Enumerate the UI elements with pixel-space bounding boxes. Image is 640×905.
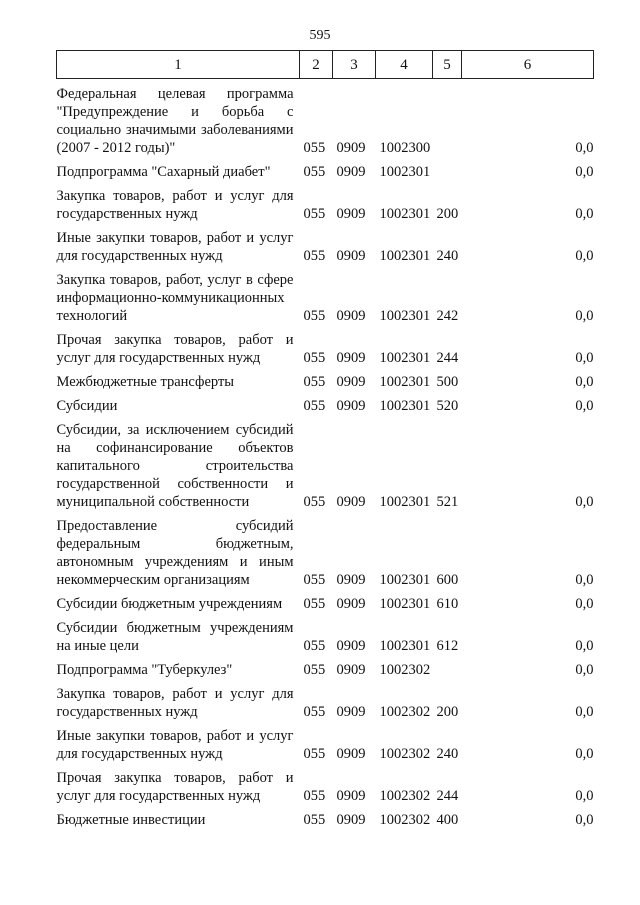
row-amount: 0,0: [575, 572, 594, 588]
row-name: Субсидии: [56, 398, 118, 414]
row-amount: 0,0: [575, 164, 594, 180]
row-section-code: 0909: [336, 350, 366, 366]
table-row: [57, 265, 594, 325]
row-amount: 0,0: [575, 788, 594, 804]
row-section-code: 0909: [336, 662, 366, 678]
table-row: [57, 325, 594, 367]
row-name: Подпрограмма "Туберкулез": [56, 662, 233, 678]
row-expense-type: 244: [436, 350, 459, 366]
row-target-code: 1002302: [379, 746, 431, 762]
table-row: [57, 511, 594, 589]
row-target-code: 1002302: [379, 788, 431, 804]
row-name: Закупка товаров, работ, услуг в сфере информационно-коммуникационных технологий: [56, 272, 294, 324]
row-target-code: 1002301: [379, 572, 431, 588]
row-name: Федеральная целевая программа "Предупреждение и борьба с социально значимыми заболеваниями (2007 - 2012 годы)": [56, 86, 294, 156]
row-target-code: 1002302: [379, 662, 431, 678]
row-amount: 0,0: [575, 140, 594, 156]
table-row: [57, 721, 594, 763]
row-ved-code: 055: [303, 206, 326, 222]
row-ved-code: 055: [303, 248, 326, 264]
row-section-code: 0909: [336, 788, 366, 804]
row-ved-code: 055: [303, 788, 326, 804]
table-row: [57, 157, 594, 181]
column-header-3: 3: [333, 51, 376, 79]
table-row: [57, 589, 594, 613]
row-target-code: 1002301: [379, 374, 431, 390]
row-target-code: 1002300: [379, 140, 431, 156]
row-name: Закупка товаров, работ и услуг для государственных нужд: [56, 686, 294, 720]
row-target-code: 1002301: [379, 494, 431, 510]
column-header-6: 6: [462, 51, 594, 79]
row-target-code: 1002301: [379, 596, 431, 612]
row-expense-type: [433, 157, 462, 181]
table-row: [57, 181, 594, 223]
row-expense-type: 612: [436, 638, 459, 654]
row-expense-type: [433, 79, 462, 158]
table-row: [57, 679, 594, 721]
row-name: Субсидии, за исключением субсидий на софинансирование объектов капитального строительства государственной собственности и муниципальной собственности: [56, 422, 294, 510]
row-ved-code: 055: [303, 704, 326, 720]
row-amount: 0,0: [575, 638, 594, 654]
row-amount: 0,0: [575, 206, 594, 222]
row-ved-code: 055: [303, 140, 326, 156]
row-ved-code: 055: [303, 812, 326, 828]
row-amount: 0,0: [575, 374, 594, 390]
row-ved-code: 055: [303, 596, 326, 612]
row-section-code: 0909: [336, 164, 366, 180]
row-target-code: 1002301: [379, 398, 431, 414]
table-row: [57, 655, 594, 679]
row-section-code: 0909: [336, 572, 366, 588]
row-target-code: 1002301: [379, 308, 431, 324]
row-target-code: 1002301: [379, 248, 431, 264]
row-expense-type: 240: [436, 746, 459, 762]
table-row: [57, 613, 594, 655]
table-row: [57, 391, 594, 415]
row-amount: 0,0: [575, 398, 594, 414]
row-expense-type: 400: [436, 812, 459, 828]
row-name: Субсидии бюджетным учреждениям на иные цели: [56, 620, 294, 654]
row-section-code: 0909: [336, 308, 366, 324]
row-section-code: 0909: [336, 812, 366, 828]
row-amount: 0,0: [575, 350, 594, 366]
row-name: Прочая закупка товаров, работ и услуг для государственных нужд: [56, 332, 294, 366]
table-row: [57, 223, 594, 265]
row-amount: 0,0: [575, 308, 594, 324]
row-name: Субсидии бюджетным учреждениям: [56, 596, 283, 612]
row-target-code: 1002302: [379, 704, 431, 720]
row-section-code: 0909: [336, 374, 366, 390]
row-amount: 0,0: [575, 248, 594, 264]
row-ved-code: 055: [303, 746, 326, 762]
row-ved-code: 055: [303, 638, 326, 654]
budget-table: [56, 50, 594, 829]
row-expense-type: 200: [436, 704, 459, 720]
row-ved-code: 055: [303, 374, 326, 390]
row-expense-type: 240: [436, 248, 459, 264]
column-header-4: 4: [376, 51, 433, 79]
row-target-code: 1002302: [379, 812, 431, 828]
row-ved-code: 055: [303, 398, 326, 414]
table-row: [57, 415, 594, 511]
row-name: Бюджетные инвестиции: [56, 812, 206, 828]
row-section-code: 0909: [336, 704, 366, 720]
row-section-code: 0909: [336, 398, 366, 414]
row-expense-type: 520: [436, 398, 459, 414]
row-name: Межбюджетные трансферты: [56, 374, 235, 390]
row-target-code: 1002301: [379, 206, 431, 222]
row-ved-code: 055: [303, 350, 326, 366]
row-name: Подпрограмма "Сахарный диабет": [56, 164, 271, 180]
row-ved-code: 055: [303, 308, 326, 324]
row-section-code: 0909: [336, 140, 366, 156]
row-amount: 0,0: [575, 746, 594, 762]
table-row: [57, 367, 594, 391]
row-amount: 0,0: [575, 662, 594, 678]
row-amount: 0,0: [575, 494, 594, 510]
row-amount: 0,0: [575, 812, 594, 828]
table-row: [57, 805, 594, 829]
row-section-code: 0909: [336, 746, 366, 762]
row-expense-type: 242: [436, 308, 459, 324]
row-section-code: 0909: [336, 638, 366, 654]
row-name: Прочая закупка товаров, работ и услуг для государственных нужд: [56, 770, 294, 804]
page-number: 595: [309, 28, 331, 43]
row-expense-type: 500: [436, 374, 459, 390]
column-header-1: 1: [57, 51, 300, 79]
column-header-2: 2: [300, 51, 333, 79]
row-amount: 0,0: [575, 596, 594, 612]
row-expense-type: 610: [436, 596, 459, 612]
row-section-code: 0909: [336, 206, 366, 222]
row-section-code: 0909: [336, 248, 366, 264]
column-header-row: [57, 51, 594, 79]
table-row: [57, 79, 594, 158]
column-header-5: 5: [433, 51, 462, 79]
row-section-code: 0909: [336, 596, 366, 612]
row-ved-code: 055: [303, 494, 326, 510]
row-expense-type: [433, 655, 462, 679]
row-ved-code: 055: [303, 662, 326, 678]
row-ved-code: 055: [303, 164, 326, 180]
table-row: [57, 763, 594, 805]
row-name: Иные закупки товаров, работ и услуг для государственных нужд: [56, 728, 294, 762]
row-name: Закупка товаров, работ и услуг для государственных нужд: [56, 188, 294, 222]
row-target-code: 1002301: [379, 350, 431, 366]
row-target-code: 1002301: [379, 164, 431, 180]
row-expense-type: 600: [436, 572, 459, 588]
row-expense-type: 521: [436, 494, 459, 510]
row-name: Предоставление субсидий федеральным бюджетным, автономным учреждениям и иным некоммерческим организациям: [56, 518, 294, 588]
row-name: Иные закупки товаров, работ и услуг для государственных нужд: [56, 230, 294, 264]
row-target-code: 1002301: [379, 638, 431, 654]
row-amount: 0,0: [575, 704, 594, 720]
row-section-code: 0909: [336, 494, 366, 510]
row-ved-code: 055: [303, 572, 326, 588]
row-expense-type: 244: [436, 788, 459, 804]
row-expense-type: 200: [436, 206, 459, 222]
